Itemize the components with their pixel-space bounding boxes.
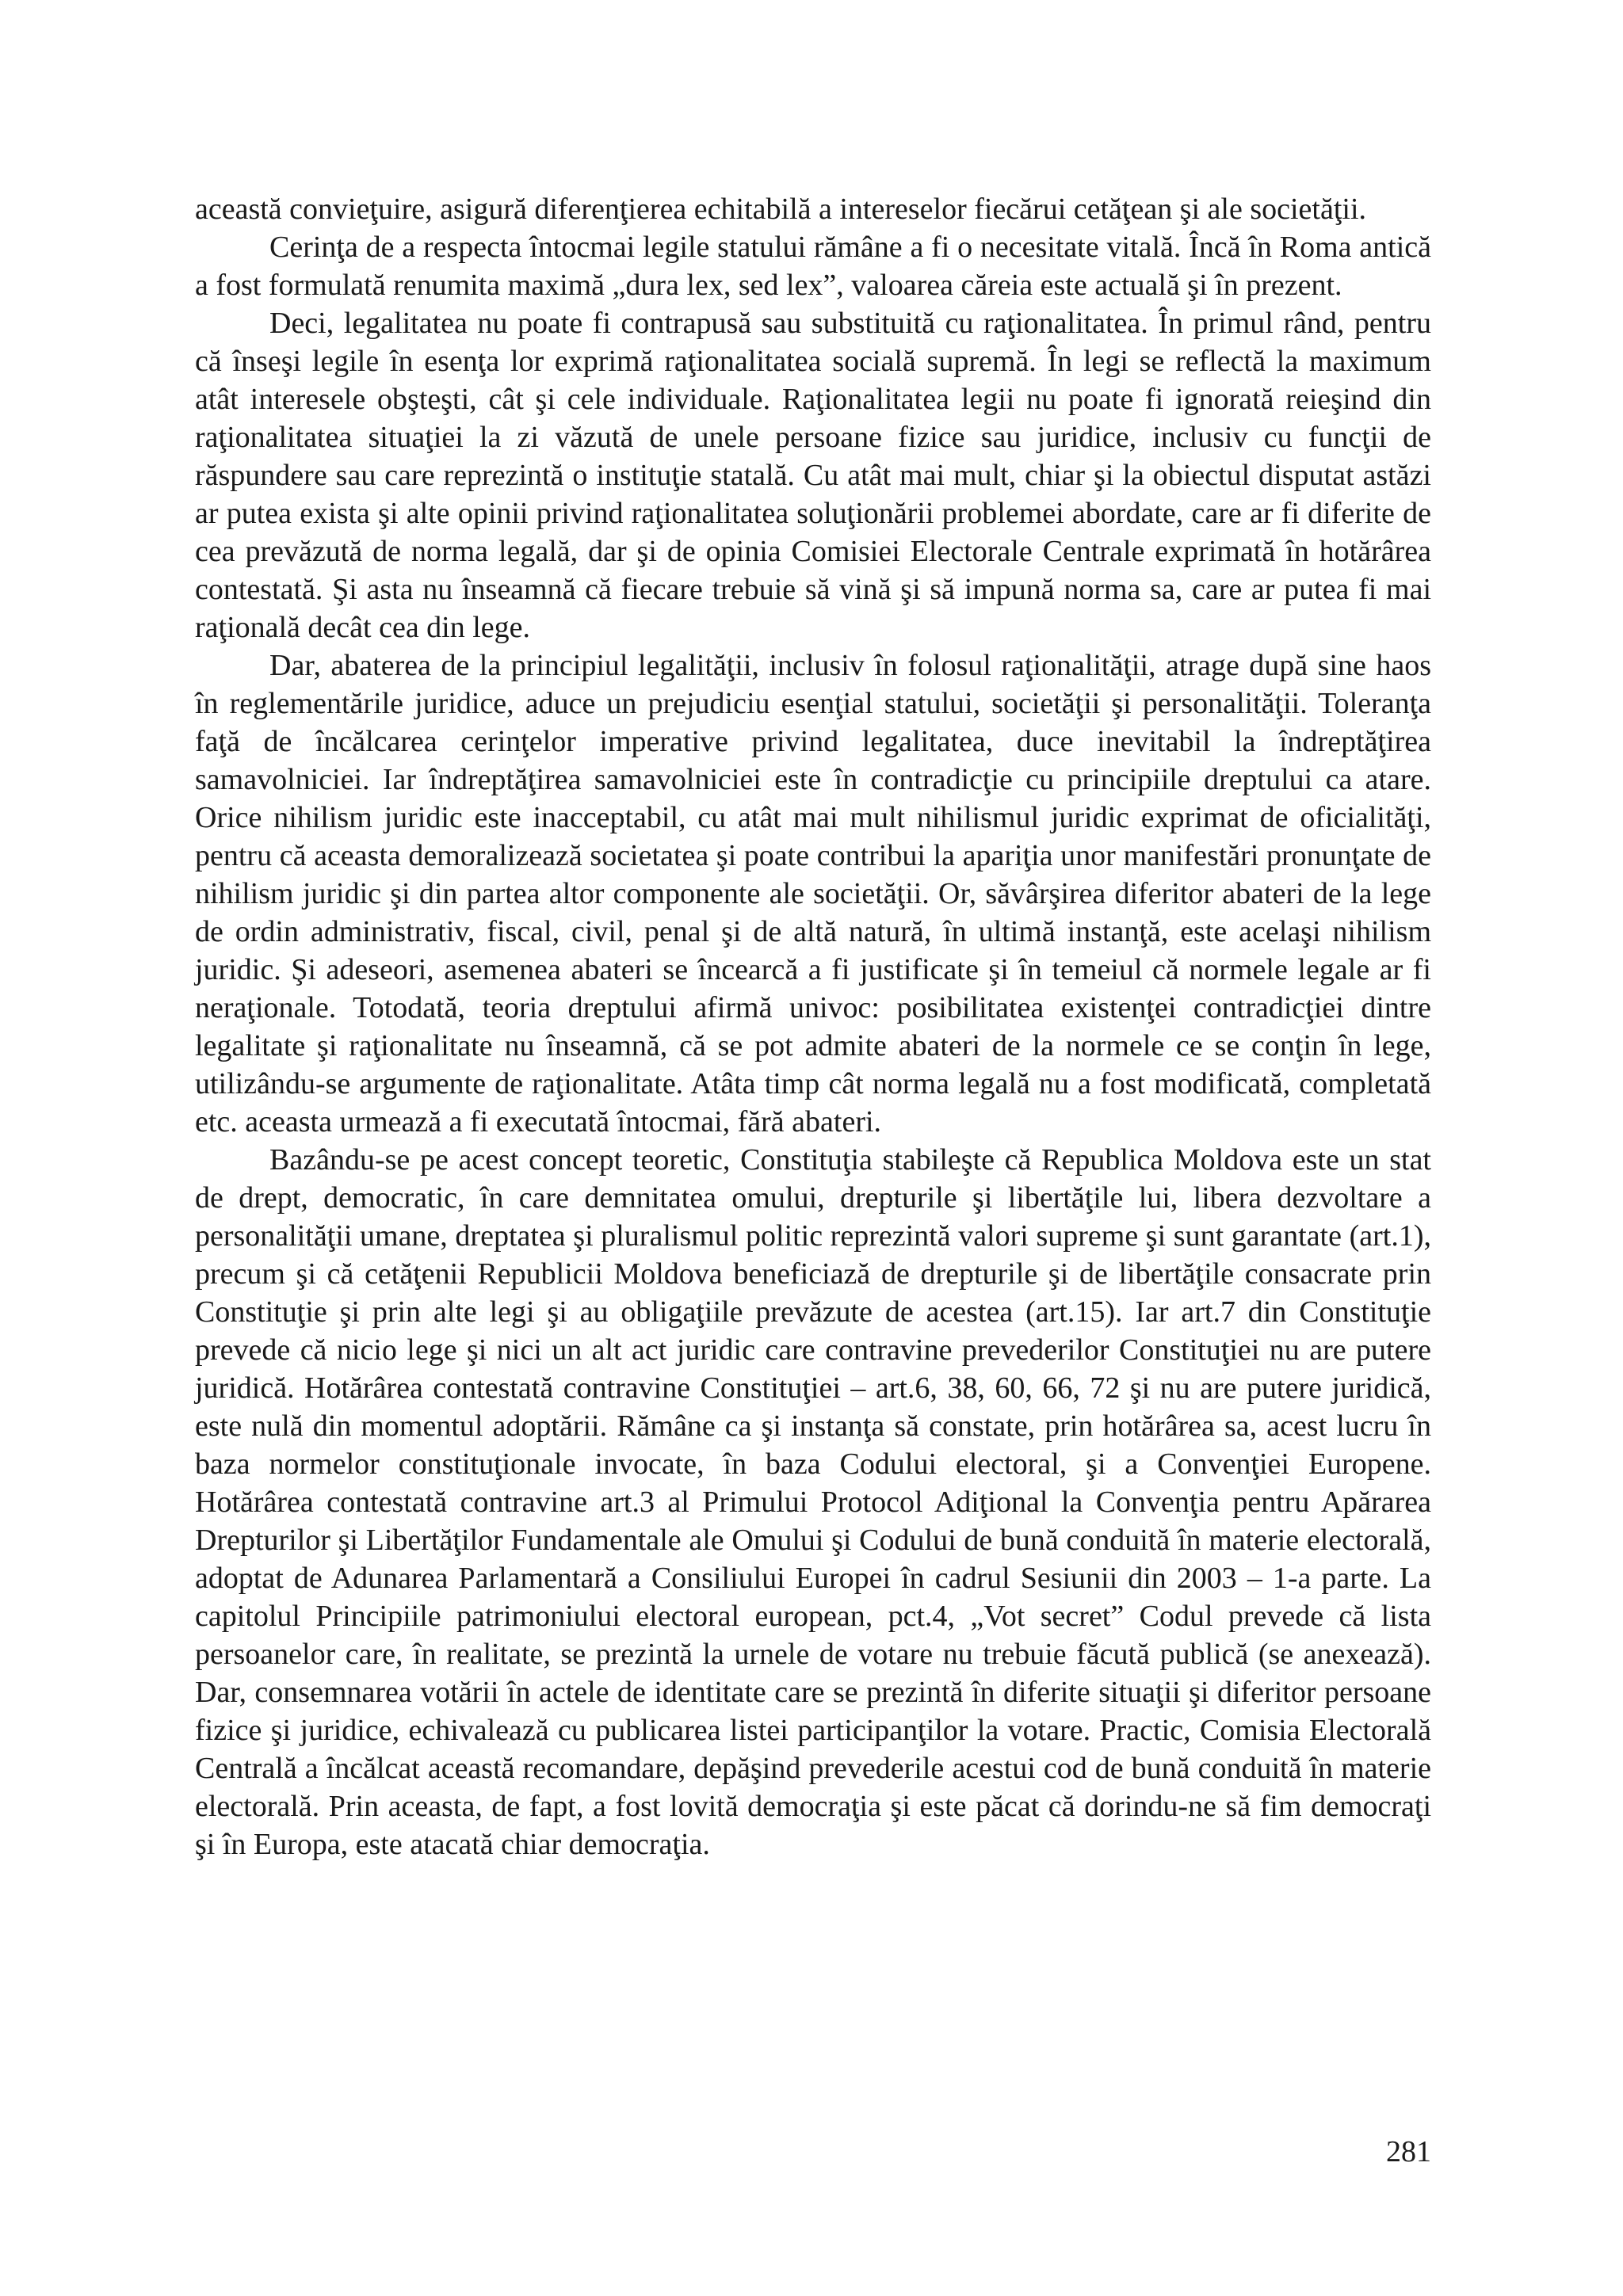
body-text: [195, 190, 1431, 1863]
paragraph-continuation: această convieţuire, asigură diferenţierea echitabilă a intereselor fiecărui cetăţean şi ale societăţii.: [195, 193, 1367, 226]
paragraph: Deci, legalitatea nu poate fi contrapusă sau substituită cu raţionalitatea. În primul rând, pentru că înseşi legile în esenţa lor exprimă raţionalitatea socială supremă. În legi se reflectă la maximum atât interesele obşteşti, cât şi cele individuale. Raţionalitatea legii nu poate fi ignorată reieşind din raţionalitatea situaţiei la zi văzută de unele persoane fizice sau juridice, inclusiv cu funcţii de răspundere sau care reprezintă o instituţie statală. Cu atât mai mult, chiar şi la obiectul disputat astăzi ar putea exista şi alte opinii privind raţionalitatea soluţionării problemei abordate, care ar fi diferite de cea prevăzută de norma legală, dar şi de opinia Comisiei Electorale Centrale exprimată în hotărârea contestată. Şi asta nu înseamnă că fiecare trebuie să vină şi să impună norma sa, care ar putea fi mai raţională decât cea din lege.: [195, 307, 1431, 644]
paragraph: Dar, abaterea de la principiul legalităţii, inclusiv în folosul raţionalităţii, atrage după sine haos în reglementările juridice, aduce un prejudiciu esenţial statului, societăţii şi personalităţii. Toleranţa faţă de încălcarea cerinţelor imperative privind legalitatea, duce inevitabil la îndreptăţirea samavolniciei. Iar îndreptăţirea samavolniciei este în contradicţie cu principiile dreptului ca atare. Orice nihilism juridic este inacceptabil, cu atât mai mult nihilismul juridic exprimat de oficialităţi, pentru că aceasta demoralizează societatea şi poate contribui la apariţia unor manifestări pronunţate de nihilism juridic şi din partea altor componente ale societăţii. Or, săvârşirea diferitor abateri de la lege de ordin administrativ, fiscal, civil, penal şi de altă natură, în ultimă instanţă, este acelaşi nihilism juridic. Şi adeseori, asemenea abateri se încearcă a fi justificate şi în temeiul că normele legale ar fi neraţionale. Totodată, teoria dreptului afirmă univoc: posibilitatea existenţei contradicţiei dintre legalitate şi raţionalitate nu înseamnă, că se pot admite abateri de la normele ce se conţin în lege, utilizându-se argumente de raţionalitate. Atâta timp cât norma legală nu a fost modificată, completată etc. aceasta urmează a fi executată întocmai, fără abateri.: [195, 649, 1431, 1138]
paragraph: Cerinţa de a respecta întocmai legile statului rămâne a fi o necesitate vitală. Încă în Roma antică a fost formulată renumita maximă „dura lex, sed lex”, valoarea căreia este actuală şi în prezent.: [195, 231, 1431, 302]
paragraph: Bazându-se pe acest concept teoretic, Constituţia stabileşte că Republica Moldova este un stat de drept, democratic, în care demnitatea omului, drepturile şi libertăţile lui, libera dezvoltare a personalităţii umane, dreptatea şi pluralismul politic reprezintă valori supreme şi sunt garantate (art.1), precum şi că cetăţenii Republicii Moldova beneficiază de drepturile şi de libertăţile consacrate prin Constituţie şi prin alte legi şi au obligaţiile prevăzute de acestea (art.15). Iar art.7 din Constituţie prevede că nicio lege şi nici un alt act juridic care contravine prevederilor Constituţiei nu are putere juridică. Hotărârea contestată contravine Constituţiei – art.6, 38, 60, 66, 72 şi nu are putere juridică, este nulă din momentul adoptării. Rămâne ca şi instanţa să constate, prin hotărârea sa, acest lucru în baza normelor constituţionale invocate, în baza Codului electoral, şi a Convenţiei Europene. Hotărârea contestată contravine art.3 al Primului Protocol Adiţional la Convenţia pentru Apărarea Drepturilor şi Libertăţilor Fundamentale ale Omului şi Codului de bună conduită în materie electorală, adoptat de Adunarea Parlamentară a Consiliului Europei în cadrul Sesiunii din 2003 – 1-a parte. La capitolul Principiile patrimoniului electoral european, pct.4, „Vot secret” Codul prevede că lista persoanelor care, în realitate, se prezintă la urnele de votare nu trebuie făcută publică (se anexează). Dar, consemnarea votării în actele de identitate care se prezintă în diferite situaţii şi diferitor persoane fizice şi juridice, echivalează cu publicarea listei participanţilor la votare. Practic, Comisia Electorală Centrală a încălcat această recomandare, depăşind prevederile acestui cod de bună conduită în materie electorală. Prin aceasta, de fapt, a fost lovită democraţia şi este păcat că dorindu-ne să fim democraţi şi în Europa, este atacată chiar democraţia.: [195, 1143, 1431, 1861]
page-number: 281: [1386, 2135, 1431, 2168]
